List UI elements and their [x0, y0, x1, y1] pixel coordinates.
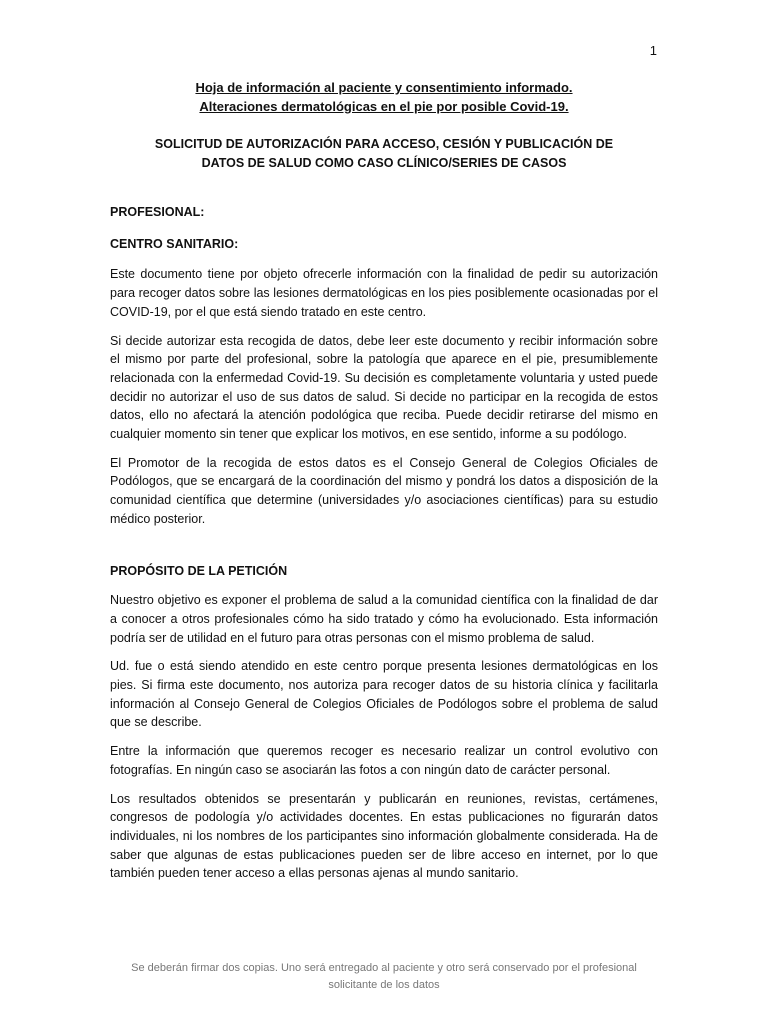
purpose-paragraph: Nuestro objetivo es exponer el problema de salud a la comunidad científica con la finalidad de dar a conocer a otros profesionales cómo ha sido tratado y cómo ha evolucionado. Esta información podría ser de utilidad en el futuro para otras personas con el mismo problema de salud.	[110, 593, 658, 645]
purpose-paragraph: Ud. fue o está siendo atendido en este centro porque presenta lesiones dermatológicas en los pies. Si firma este documento, nos autoriza para recoger datos de su historia clínica y facilitarla información al Consejo General de Colegios Oficiales de Podólogos sobre el problema de salud que se describe.	[110, 659, 658, 730]
footer-line-2: solicitante de los datos	[328, 979, 440, 991]
page-number: 1	[649, 43, 657, 58]
intro-paragraph: El Promotor de la recogida de estos datos es el Consejo General de Colegios Oficiales de Podólogos, que se encargará de la coordinación del mismo y pondrá los datos a disposición de la comunidad científica que determine (universidades y/o asociaciones científicas) para su estudio médico posterior.	[110, 455, 658, 526]
page-footer	[0, 960, 768, 994]
subtitle-line-1: SOLICITUD DE AUTORIZACIÓN PARA ACCESO, CESIÓN Y PUBLICACIÓN DE	[154, 137, 614, 151]
document-body	[110, 203, 658, 893]
intro-paragraph: Si decide autorizar esta recogida de datos, debe leer este documento y recibir información sobre el mismo por parte del profesional, sobre la patología que aparece en el pie, presumiblemente relacionada con la enfermedad Covid-19. Su decisión es completamente voluntaria y usted puede decidir no autorizar el uso de sus datos de salud. Si decide no participar en la recogida de estos datos, ello no afectará la atención podológica que reciba. Puede decidir retirarse del mismo en cualquier momento sin tener que explicar los motivos, en ese sentido, informe a su podólogo.	[110, 333, 658, 442]
title-line-1: Hoja de información al paciente y consentimiento informado.	[195, 80, 573, 95]
intro-paragraph: Este documento tiene por objeto ofrecerle información con la finalidad de pedir su autorización para recoger datos sobre las lesiones dermatológicas en los pies posiblemente ocasionadas por el COVID-19, por el que está siendo tratado en este centro.	[110, 267, 658, 319]
purpose-heading: PROPÓSITO DE LA PETICIÓN	[110, 563, 288, 578]
centro-sanitario-label: CENTRO SANITARIO:	[110, 236, 239, 251]
profesional-label: PROFESIONAL:	[110, 205, 205, 219]
subtitle-line-2: DATOS DE SALUD COMO CASO CLÍNICO/SERIES DE CASOS	[201, 156, 567, 170]
title-line-2: Alteraciones dermatológicas en el pie por posible Covid-19.	[199, 99, 569, 114]
document-title	[0, 78, 768, 116]
purpose-paragraph: Entre la información que queremos recoger es necesario realizar un control evolutivo con fotografías. En ningún caso se asociarán las fotos a con ningún dato de carácter personal.	[110, 744, 658, 777]
footer-line-1: Se deberán firmar dos copias. Uno será entregado al paciente y otro será conservado por el profesional	[131, 962, 637, 974]
purpose-paragraph: Los resultados obtenidos se presentarán y publicarán en reuniones, revistas, certámenes, congresos de podología y/o actividades docentes. En estas publicaciones no figurarán datos individuales, ni los nombres de los participantes sino información globalmente considerada. Ha de saber que algunas de estas publicaciones pueden ser de libre acceso en internet, por lo que también pueden tener acceso a ellas personas ajenas al mundo sanitario.	[110, 791, 658, 881]
document-subtitle	[0, 135, 768, 173]
